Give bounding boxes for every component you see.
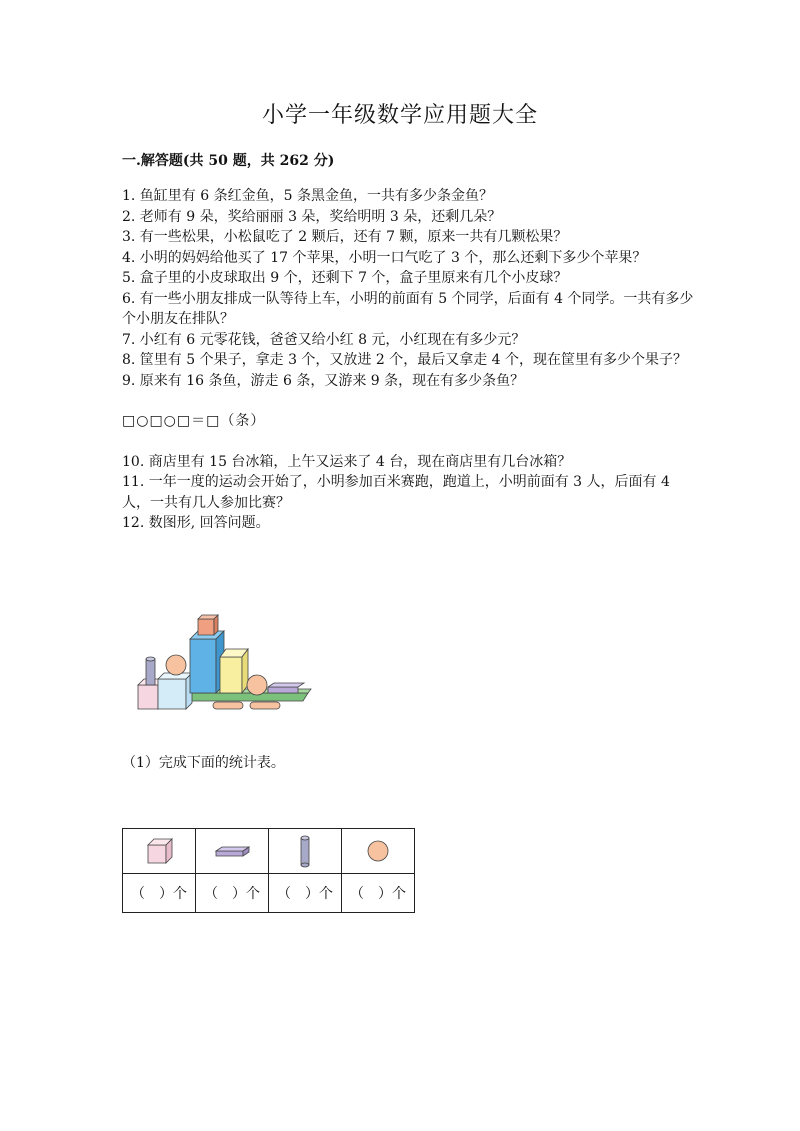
problem-4: 4. 小明的妈妈给他买了 17 个苹果，小明一口气吃了 3 个，那么还剩下多少个苹果？	[122, 249, 647, 266]
table-cell-blank: （ ）个	[123, 874, 196, 913]
cuboid-icon	[213, 844, 251, 860]
top-cube	[198, 619, 214, 635]
sphere-right	[247, 675, 267, 695]
answer-formula: □○□○□＝□（条）	[122, 413, 266, 429]
small-cube	[138, 685, 158, 709]
tall-cylinder	[146, 659, 155, 685]
problem-10: 10. 商店里有 15 台冰箱，上午又运来了 4 台，现在商店里有几台冰箱？	[122, 453, 572, 470]
cylinder-roll-1	[213, 702, 243, 709]
table-cell-blank: （ ）个	[342, 874, 415, 913]
cylinder-icon	[298, 834, 312, 868]
green-board	[180, 693, 308, 701]
problem-3: 3. 有一些松果，小松鼠吃了 2 颗后，还有 7 颗，原来一共有几颗松果？	[122, 229, 568, 245]
problem-8: 8. 筐里有 5 个果子，拿走 3 个，又放进 2 个，最后又拿走 4 个，现在筐里有多少个果子？	[122, 352, 688, 368]
yellow-box	[220, 657, 242, 693]
table-cell-blank: （ ）个	[196, 874, 269, 913]
shapes-illustration	[128, 605, 313, 725]
subquestion-1: （1）完成下面的统计表。	[122, 755, 285, 771]
table-icon-row	[123, 829, 415, 874]
table-cell-blank: （ ）个	[269, 874, 342, 913]
table-cell	[342, 829, 415, 874]
problem-6: 6. 有一些小朋友排成一队等待上车，小明的前面有 5 个同学，后面有 4 个同学。一共有多少个小朋友在排队？	[122, 290, 694, 327]
cylinder-roll-2	[250, 702, 280, 709]
problem-11: 11. 一年一度的运动会开始了，小明参加百米赛跑，跑道上，小明前面有 3 人，后面有 4 人，一共有几人参加比赛？	[122, 474, 670, 511]
cube-icon	[144, 837, 174, 865]
problem-12: 12. 数图形, 回答问题。	[122, 515, 270, 531]
problem-7: 7. 小红有 6 元零花钱，爸爸又给小红 8 元，小红现在有多少元？	[122, 331, 526, 348]
table-cell	[269, 829, 342, 874]
table-cell	[196, 829, 269, 874]
problem-9: 9. 原来有 16 条鱼，游走 6 条，又游来 9 条，现在有多少条鱼？	[122, 372, 525, 389]
table-blank-row	[123, 874, 415, 913]
sphere-top	[166, 655, 186, 675]
problem-list	[122, 186, 694, 534]
sphere-icon	[366, 839, 390, 863]
table-cell	[123, 829, 196, 874]
stats-table	[122, 828, 415, 913]
section-heading: 一.解答题(共 50 题，共 262 分)	[122, 153, 335, 169]
flat-cuboid	[268, 687, 298, 693]
blue-cube	[158, 679, 186, 709]
page-title: 小学一年级数学应用题大全	[261, 103, 538, 128]
tall-blue-box	[190, 639, 216, 693]
problem-5: 5. 盒子里的小皮球取出 9 个，还剩下 7 个，盒子里原来有几个小皮球？	[122, 270, 568, 286]
problem-1: 1. 鱼缸里有 6 条红金鱼，5 条黑金鱼，一共有多少条金鱼？	[122, 188, 493, 204]
problem-2: 2. 老师有 9 朵，奖给丽丽 3 朵，奖给明明 3 朵，还剩几朵？	[122, 208, 502, 225]
